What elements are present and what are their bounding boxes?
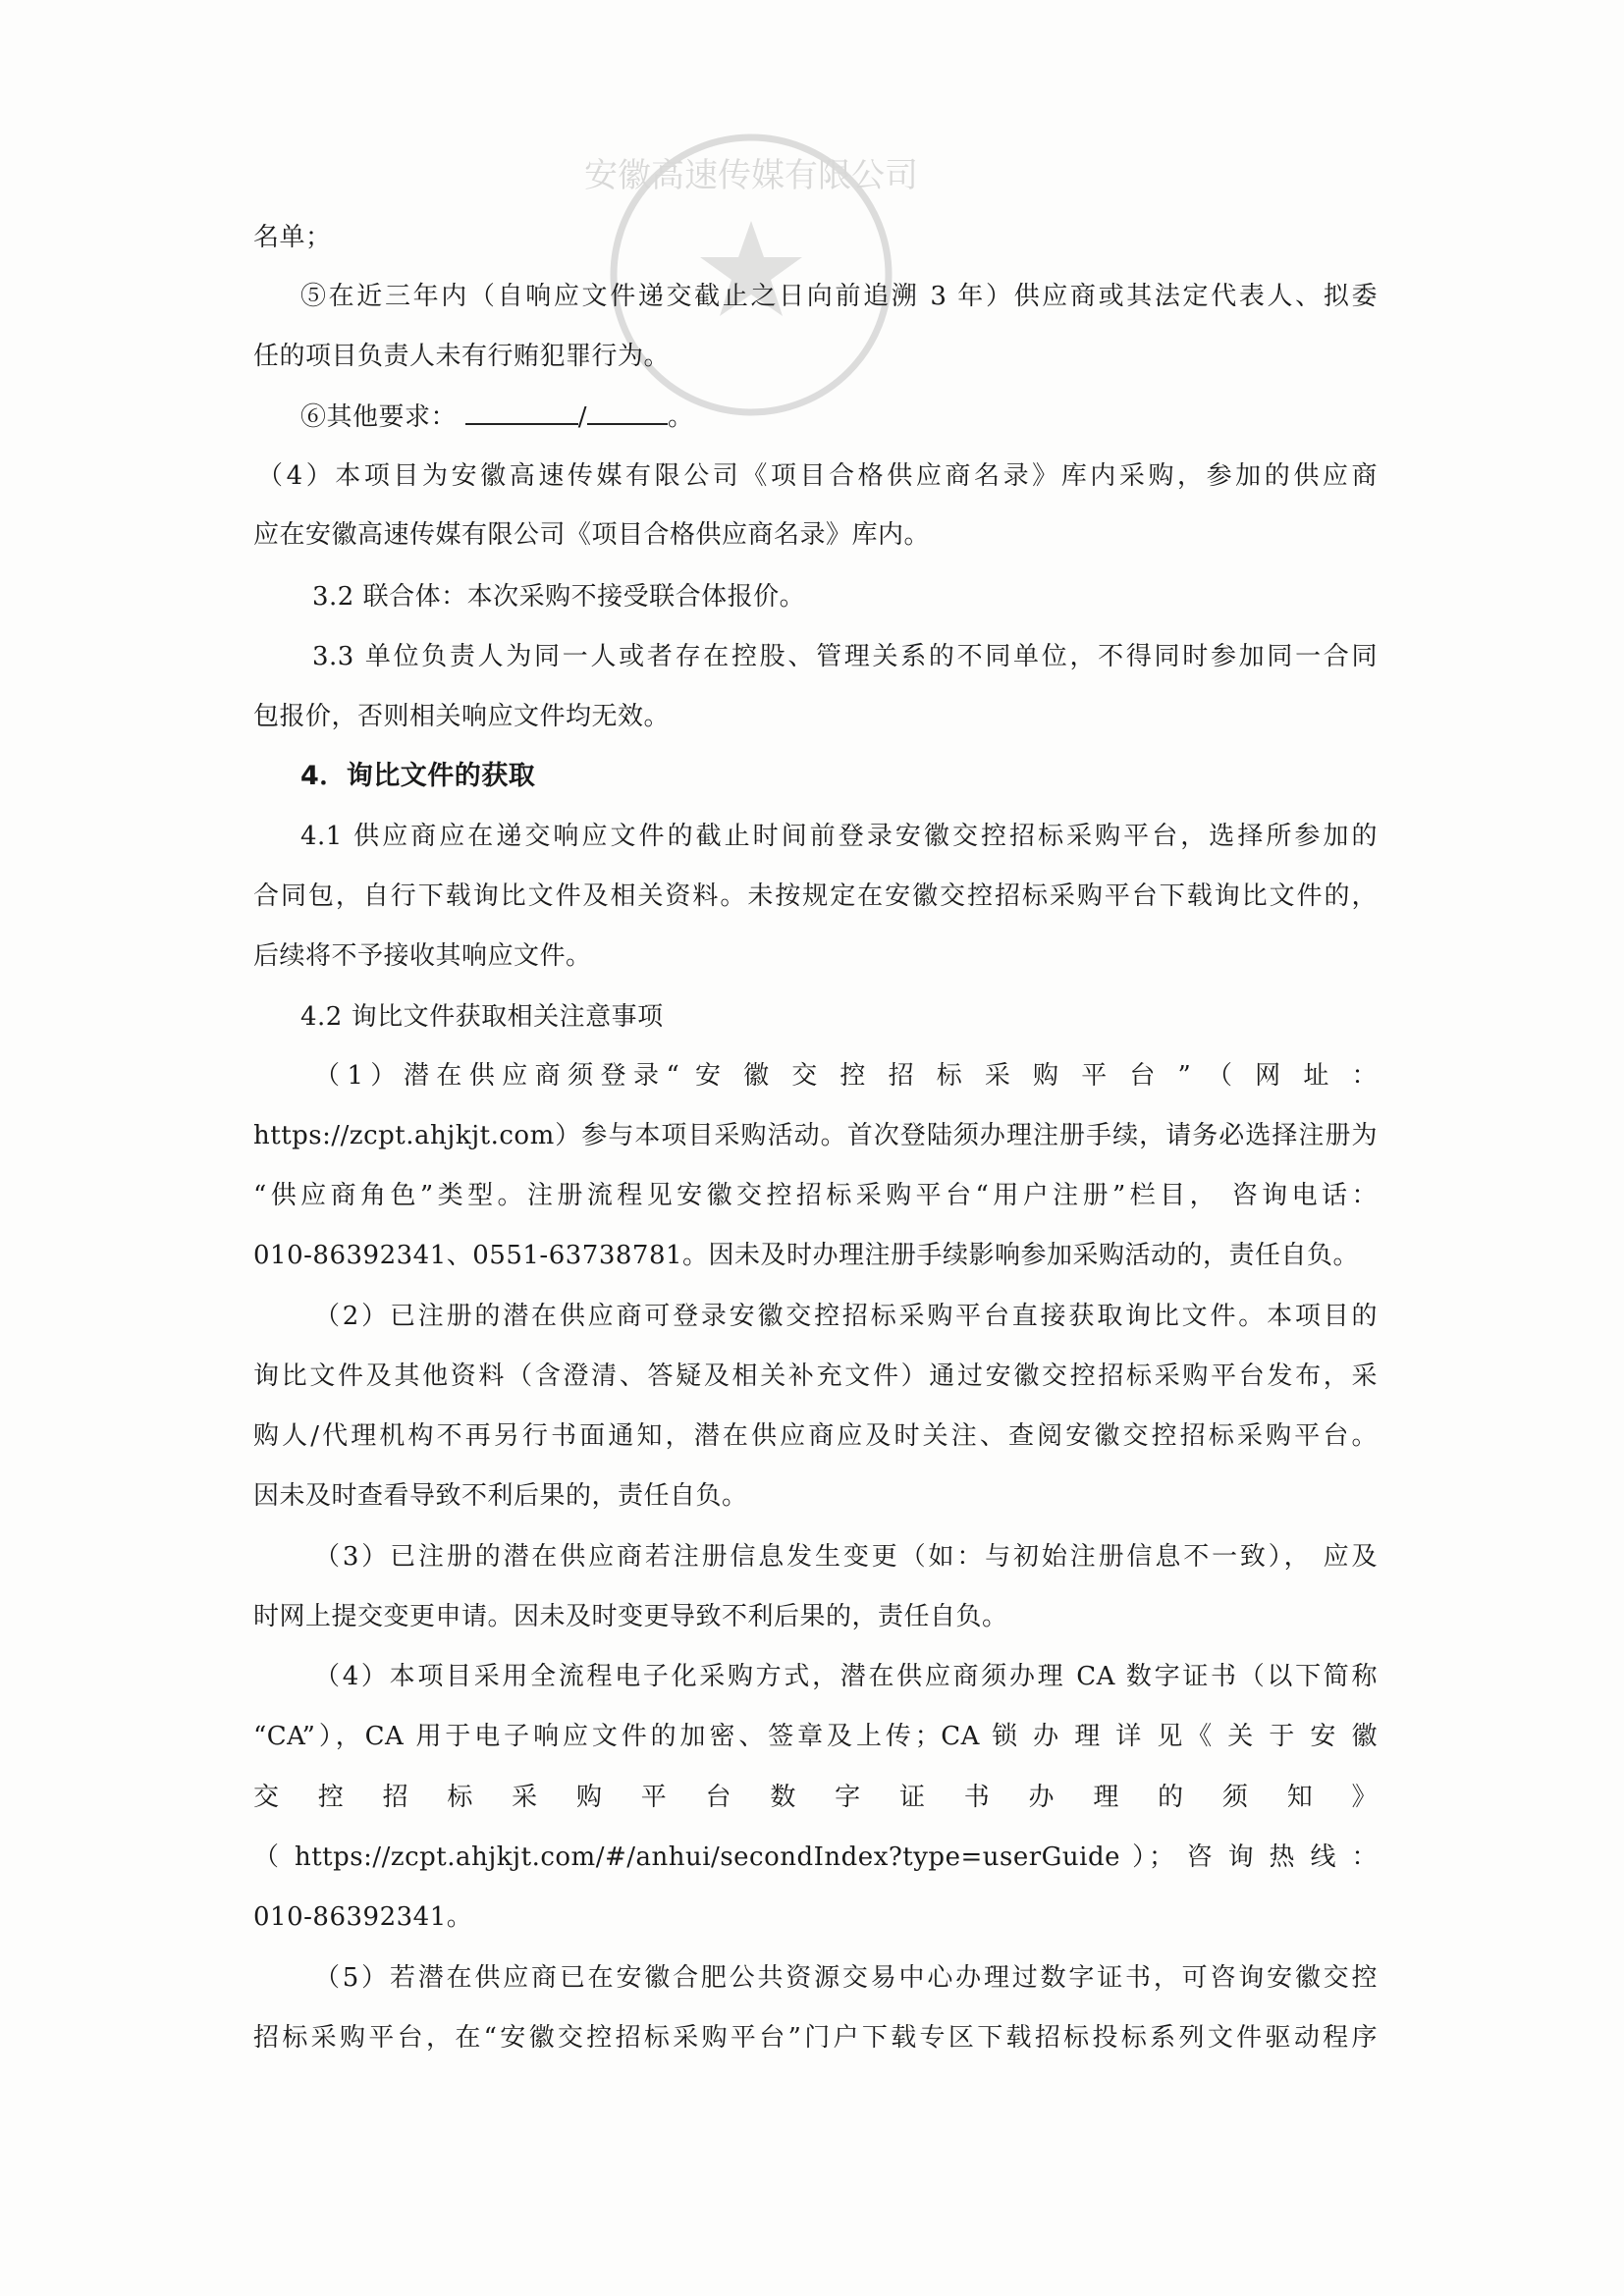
doc-line: ⑤在近三年内（自响应文件递交截止之日向前追溯 3 年）供应商或其法定代表人、拟委 bbox=[300, 282, 1378, 311]
doc-line: （5）若潜在供应商已在安徽合肥公共资源交易中心办理过数字证书，可咨询安徽交控 bbox=[314, 1963, 1378, 1993]
doc-line: （2）已注册的潜在供应商可登录安徽交控招标采购平台直接获取询比文件。本项目的 bbox=[314, 1302, 1378, 1331]
doc-line: “CA”），CA 用于电子响应文件的加密、签章及上传；CA 锁 办 理 详 见《 关 于 安 徽 bbox=[253, 1722, 1378, 1751]
other-requirements-label: ⑥其他要求： bbox=[300, 402, 458, 432]
doc-line: 3.3 单位负责人为同一人或者存在控股、管理关系的不同单位，不得同时参加同一合同 bbox=[312, 642, 1378, 671]
doc-line: 后续将不予接收其响应文件。 bbox=[253, 941, 592, 971]
line-end-mark: 。 bbox=[668, 402, 694, 432]
doc-line: （4）本项目为安徽高速传媒有限公司《项目合格供应商名录》库内采购，参加的供应商 bbox=[257, 461, 1378, 491]
doc-line: 4.1 供应商应在递交响应文件的截止时间前登录安徽交控招标采购平台，选择所参加的 bbox=[300, 822, 1378, 851]
doc-line: 询比文件及其他资料（含澄清、答疑及相关补充文件）通过安徽交控招标采购平台发布，采 bbox=[253, 1362, 1378, 1391]
blank-slash: / bbox=[577, 402, 588, 432]
svg-text:安徽高速传媒有限公司: 安徽高速传媒有限公司 bbox=[584, 156, 918, 195]
blank-underline bbox=[465, 396, 578, 425]
doc-line: 名单； bbox=[253, 223, 332, 252]
doc-line: “供应商角色”类型。注册流程见安徽交控招标采购平台“用户注册”栏目， 咨询电话： bbox=[253, 1181, 1378, 1210]
doc-line: 任的项目负责人未有行贿犯罪行为。 bbox=[253, 342, 671, 371]
doc-line: （ https://zcpt.ahjkjt.com/#/anhui/secondIndex?type=userGuide ）； 咨 询 热 线 ： bbox=[253, 1842, 1378, 1872]
doc-line: 合同包，自行下载询比文件及相关资料。未按规定在安徽交控招标采购平台下载询比文件的， bbox=[253, 881, 1378, 911]
doc-line: 包报价，否则相关响应文件均无效。 bbox=[253, 702, 671, 731]
doc-line: （1）潜在供应商须登录“ 安 徽 交 控 招 标 采 购 平 台 ” （ 网 址 ： bbox=[314, 1061, 1378, 1091]
doc-line: 应在安徽高速传媒有限公司《项目合格供应商名录》库内。 bbox=[253, 520, 931, 550]
doc-line: 交 控 招 标 采 购 平 台 数 字 证 书 办 理 的 须 知 》 bbox=[253, 1783, 1378, 1812]
doc-line: （3）已注册的潜在供应商若注册信息发生变更（如：与初始注册信息不一致）， 应及 bbox=[314, 1542, 1378, 1572]
company-seal-stamp bbox=[584, 128, 918, 422]
other-requirements-line bbox=[300, 396, 694, 437]
doc-line: （4）本项目采用全流程电子化采购方式，潜在供应商须办理 CA 数字证书（以下简称 bbox=[314, 1662, 1378, 1691]
doc-line: 010-86392341、0551-63738781。因未及时办理注册手续影响参加采购活动的，责任自负。 bbox=[253, 1241, 1360, 1270]
doc-line: 招标采购平台，在“安徽交控招标采购平台”门户下载专区下载招标投标系列文件驱动程序 bbox=[253, 2023, 1378, 2053]
blank-underline bbox=[587, 396, 668, 425]
doc-line: 购人/代理机构不再另行书面通知，潜在供应商应及时关注、查阅安徽交控招标采购平台。 bbox=[253, 1421, 1378, 1451]
section-heading: 4．询比文件的获取 bbox=[300, 761, 536, 791]
doc-line: 3.2 联合体：本次采购不接受联合体报价。 bbox=[312, 582, 806, 612]
doc-line: 时网上提交变更申请。因未及时变更导致不利后果的，责任自负。 bbox=[253, 1602, 1008, 1631]
doc-line: https://zcpt.ahjkjt.com）参与本项目采购活动。首次登陆须办理注册手续，请务必选择注册为 bbox=[253, 1121, 1378, 1150]
doc-line: 4.2 询比文件获取相关注意事项 bbox=[300, 1002, 664, 1032]
doc-line: 010-86392341。 bbox=[253, 1902, 473, 1932]
doc-line: 因未及时查看导致不利后果的，责任自负。 bbox=[253, 1481, 748, 1511]
